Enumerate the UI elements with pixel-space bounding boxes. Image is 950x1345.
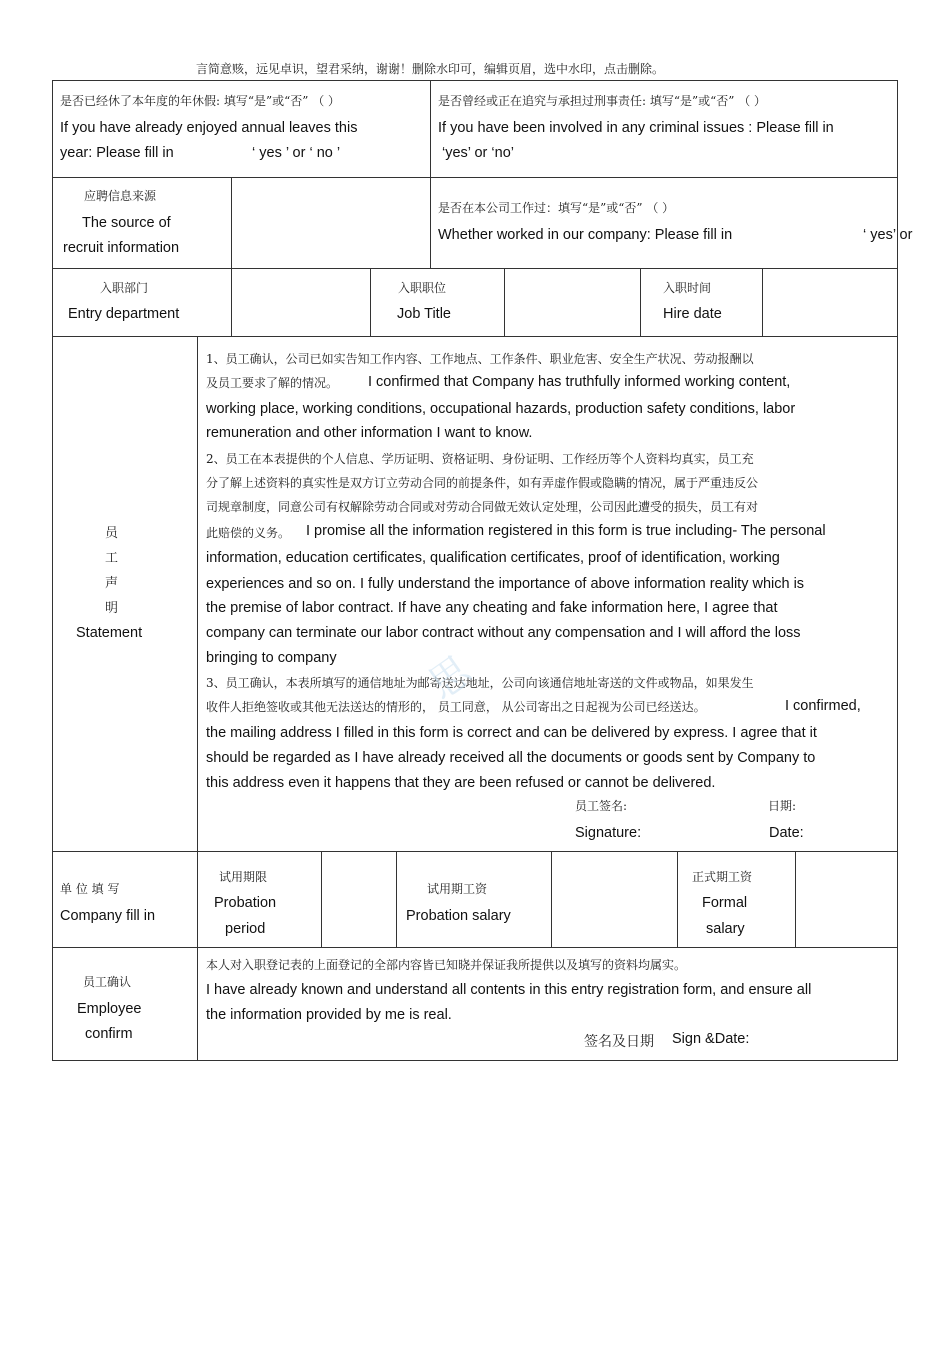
recruit-source-field[interactable] (232, 178, 429, 267)
statement-p1-en: I confirmed that Company has truthfully informed working content, (368, 374, 791, 390)
employee-confirm-text-en: the information provided by me is real. (206, 1007, 452, 1023)
statement-p2-cn: 分了解上述资料的真实性是双方订立劳动合同的前提条件，如有弄虚作假或隐瞒的情况，属于严重违反公 (206, 476, 759, 490)
statement-p2-en: experiences and so on. I fully understand the importance of above information reality which is (206, 576, 805, 592)
table-line (52, 80, 898, 81)
statement-p3-en: I confirmed, (785, 698, 861, 714)
statement-p1-en: working place, working conditions, occupational hazards, production safety conditions, labor (206, 401, 796, 417)
signature-date-field[interactable] (808, 820, 893, 846)
statement-p1-en: remuneration and other information I want to know. (206, 425, 533, 441)
formal-salary-field[interactable] (796, 852, 896, 946)
table-line (197, 336, 198, 1061)
employee-confirm-text-cn: 本人对入职登记表的上面登记的全部内容皆已知晓并保证我所提供以及填写的资料均属实。 (206, 958, 687, 972)
statement-p3-en: this address even it happens that they are been refused or cannot be delivered. (206, 775, 716, 791)
annual-leave-question-en: If you have already enjoyed annual leaves this (60, 120, 358, 136)
header-note: 言简意赅，远见卓识，望君采纳，谢谢！删除水印可，编辑页眉，选中水印，点击删除。 (196, 62, 665, 76)
statement-p2-cn: 司规章制度，同意公司有权解除劳动合同或对劳动合同做无效认定处理，公司因此遭受的损失，员工有对 (206, 500, 759, 514)
criminal-answer-hint: ‘yes’ or ‘no’ (442, 145, 514, 161)
statement-label-cn: 声 (105, 576, 119, 591)
table-line (52, 851, 898, 852)
employee-signature-label-en: Signature: (575, 825, 642, 841)
statement-label-cn: 明 (105, 601, 119, 616)
probation-period-label-en: Probation (214, 895, 277, 911)
job-title-field[interactable] (505, 269, 639, 335)
statement-p3-en: the mailing address I filled in this form is correct and can be delivered by express. I agree that it (206, 725, 817, 741)
recruit-source-label-cn: 应聘信息来源 (84, 189, 157, 203)
employee-confirm-label-en: Employee (77, 1001, 142, 1017)
statement-label-en: Statement (76, 625, 143, 641)
sign-date-label-en: Sign &Date: (672, 1031, 750, 1047)
recruit-source-label-en: recruit information (63, 240, 180, 256)
statement-p3-en: should be regarded as I have already received all the documents or goods sent by Company to (206, 750, 816, 766)
table-line (52, 1060, 898, 1061)
hire-date-field[interactable] (763, 269, 896, 335)
sign-date-label-cn: 签名及日期 (584, 1034, 654, 1050)
probation-period-label-en: period (225, 921, 266, 937)
signature-date-label-en: Date: (769, 825, 804, 841)
annual-leave-question-cn: 是否已经休了本年度的年休假: 填写“是”或“否” （ ） (60, 94, 341, 108)
sign-date-field[interactable] (757, 1026, 892, 1054)
statement-p2-en: information, education certificates, qualification certificates, proof of identification, working (206, 550, 780, 566)
job-title-label-cn: 入职职位 (398, 281, 447, 295)
statement-p2-cn: 此赔偿的义务。 (206, 526, 291, 540)
statement-p2-en: I promise all the information registered in this form is true including- The personal (306, 523, 826, 539)
worked-before-answer-hint: ‘ yes’ or (863, 227, 913, 243)
hire-date-label-en: Hire date (663, 306, 722, 322)
criminal-question-en: If you have been involved in any criminal issues : Please fill in (438, 120, 834, 136)
worked-before-question-en: Whether worked in our company: Please fill in (438, 227, 733, 243)
company-fill-label-en: Company fill in (60, 908, 156, 924)
criminal-question-cn: 是否曾经或正在追究与承担过刑事责任: 填写“是”或“否” （ ） (438, 94, 767, 108)
statement-label-cn: 工 (105, 551, 119, 566)
statement-p3-cn: 收件人拒绝签收或其他无法送达的情形的， 员工同意， 从公司寄出之日起视为公司已经送达。 (206, 700, 706, 714)
statement-p3-cn: 3、员工确认，本表所填写的通信地址为邮寄送达地址，公司向该通信地址寄送的文件或物品，如果发生 (206, 676, 754, 690)
signature-date-label-cn: 日期: (768, 799, 797, 813)
company-fill-label-cn: 单 位 填 写 (60, 882, 120, 896)
formal-salary-label-en: salary (706, 921, 745, 937)
job-title-label-en: Job Title (397, 306, 451, 322)
employee-signature-label-cn: 员工签名: (575, 799, 628, 813)
statement-p2-en: company can terminate our labor contract without any compensation and I will afford the loss (206, 625, 801, 641)
table-line (52, 947, 898, 948)
table-line (52, 177, 898, 178)
statement-label-cn: 员 (105, 526, 119, 541)
probation-period-field[interactable] (322, 852, 395, 946)
table-line (52, 336, 898, 337)
entry-department-label-cn: 入职部门 (100, 281, 149, 295)
employee-confirm-text-en: I have already known and understand all contents in this entry registration form, and ensure all (206, 982, 812, 998)
probation-period-label-cn: 试用期限 (219, 870, 268, 884)
employee-confirm-label-cn: 员工确认 (83, 975, 132, 989)
entry-department-label-en: Entry department (68, 306, 180, 322)
probation-salary-field[interactable] (552, 852, 676, 946)
table-line (640, 268, 641, 336)
table-line (396, 851, 397, 947)
statement-p2-cn: 2、员工在本表提供的个人信息、学历证明、资格证明、身份证明、工作经历等个人资料均真实，员工充 (206, 452, 754, 466)
entry-department-field[interactable] (232, 269, 369, 335)
statement-p1-cn: 及员工要求了解的情况。 (206, 376, 339, 390)
formal-salary-label-cn: 正式期工资 (692, 870, 753, 884)
employee-signature-field[interactable] (645, 820, 755, 846)
annual-leave-question-en: year: Please fill in (60, 145, 174, 161)
worked-before-question-cn: 是否在本公司工作过：填写“是”或“否” （ ） (438, 201, 675, 215)
statement-p1-cn: 1、员工确认，公司已如实告知工作内容、工作地点、工作条件、职业危害、安全生产状况、劳动报酬以 (206, 352, 754, 366)
statement-p2-en: bringing to company (206, 650, 337, 666)
employee-confirm-label-en: confirm (85, 1026, 133, 1042)
annual-leave-answer-hint: ‘ yes ’ or ‘ no ’ (252, 145, 341, 161)
statement-p2-en: the premise of labor contract. If have any cheating and fake information here, I agree that (206, 600, 778, 616)
hire-date-label-cn: 入职时间 (663, 281, 712, 295)
probation-salary-label-en: Probation salary (406, 908, 511, 924)
table-line (430, 80, 431, 268)
probation-salary-label-cn: 试用期工资 (427, 882, 488, 896)
table-line (677, 851, 678, 947)
table-line (52, 80, 53, 1061)
recruit-source-label-en: The source of (82, 215, 171, 231)
table-line (370, 268, 371, 336)
formal-salary-label-en: Formal (702, 895, 748, 911)
watermark: 思 (420, 647, 480, 709)
